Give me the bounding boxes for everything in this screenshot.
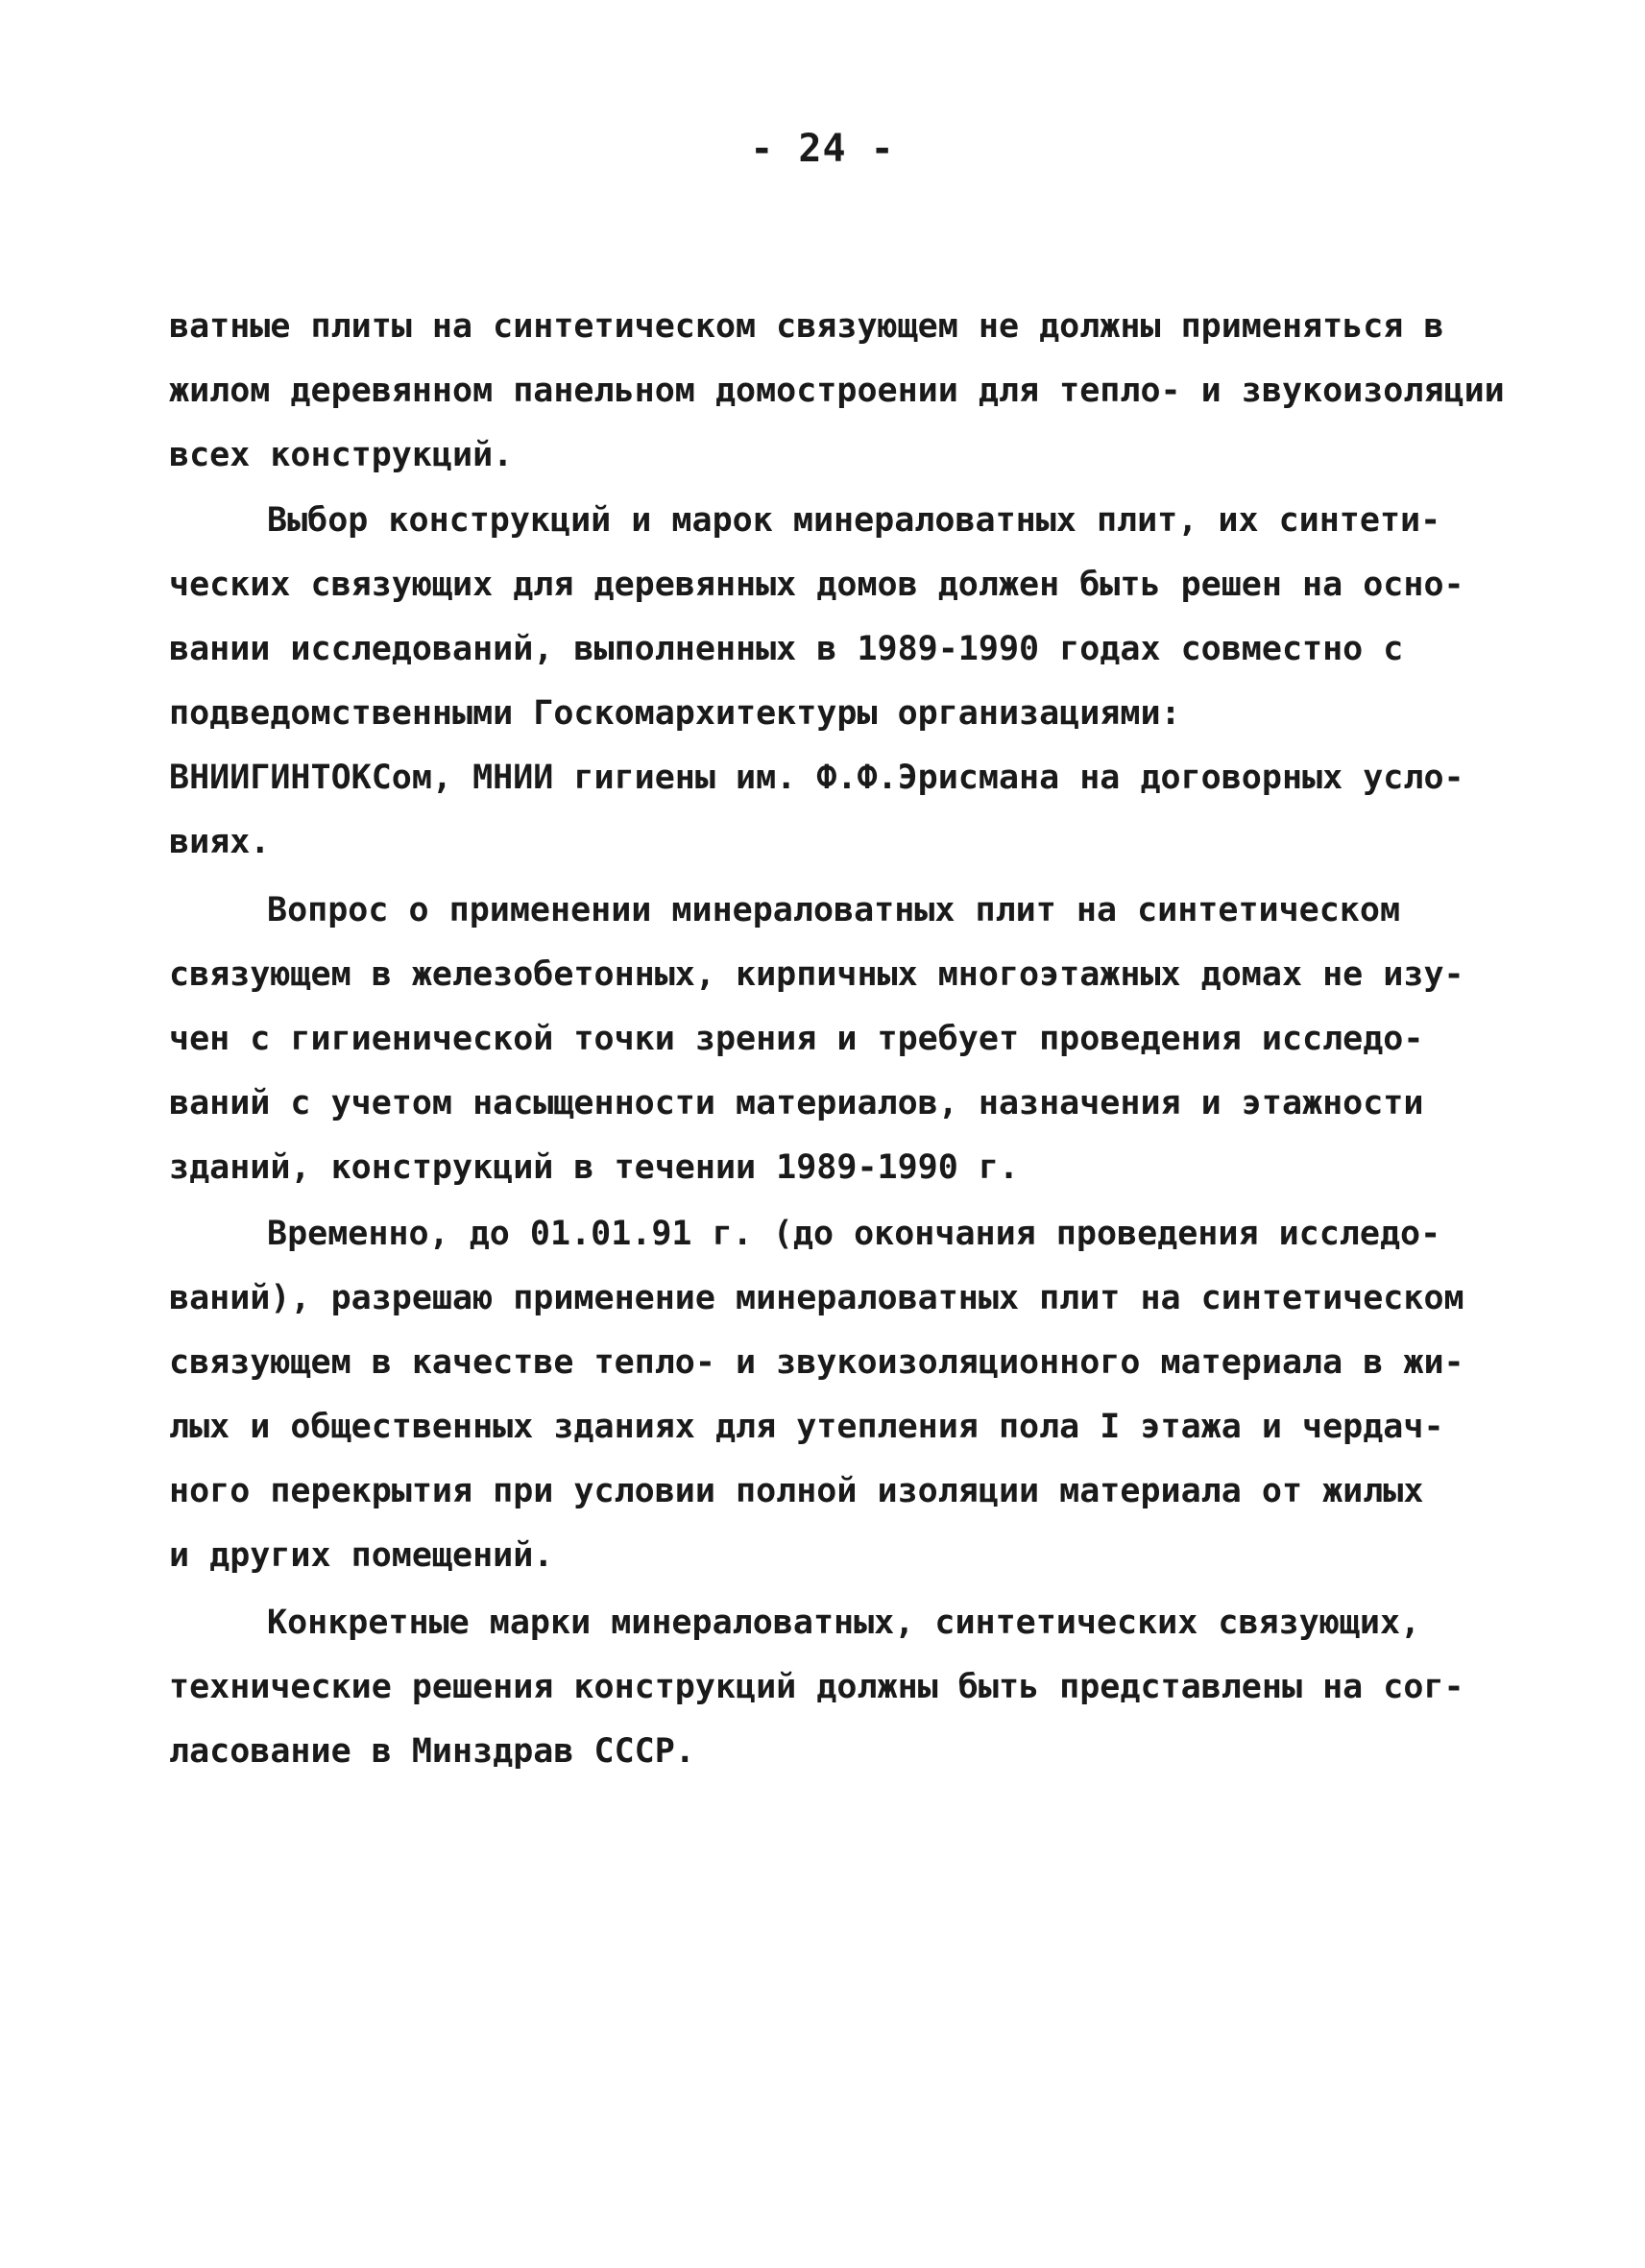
text-line: ного перекрытия при условии полной изоляции материала от жилых xyxy=(169,1472,1424,1510)
text-line: технические решения конструкций должны быть представлены на сог- xyxy=(169,1668,1464,1706)
text-line: зданий, конструкций в течении 1989-1990 г. xyxy=(169,1148,1020,1187)
text-line: ваний с учетом насыщенности материалов, назначения и этажности xyxy=(169,1084,1424,1122)
text-line: связующем в качестве тепло- и звукоизоляционного материала в жи- xyxy=(169,1343,1464,1382)
page-number: - 24 - xyxy=(750,127,895,171)
text-line: Временно, до 01.01.91 г. (до окончания проведения исследо- xyxy=(267,1215,1441,1253)
text-line: ватные плиты на синтетическом связующем не должны применяться в xyxy=(169,307,1444,346)
text-line: подведомственными Госкомархитектуры организациями: xyxy=(169,694,1181,733)
text-line: жилом деревянном панельном домостроении для тепло- и звукоизоляции xyxy=(169,372,1505,410)
text-line: виях. xyxy=(169,823,271,861)
text-line: ласование в Минздрав СССР. xyxy=(169,1732,695,1771)
text-line: вании исследований, выполненных в 1989-1990 годах совместно с xyxy=(169,630,1404,668)
text-line: и других помещений. xyxy=(169,1536,554,1575)
text-line: всех конструкций. xyxy=(169,436,514,474)
text-line: ваний), разрешаю применение минераловатных плит на синтетическом xyxy=(169,1279,1464,1317)
text-line: связующем в железобетонных, кирпичных многоэтажных домах не изу- xyxy=(169,955,1464,994)
text-line: ВНИИГИНТОКСом, МНИИ гигиены им. Ф.Ф.Эрисмана на договорных усло- xyxy=(169,759,1464,797)
text-line: лых и общественных зданиях для утепления пола I этажа и чердач- xyxy=(169,1408,1444,1446)
text-line: Выбор конструкций и марок минераловатных плит, их синтети- xyxy=(267,501,1441,540)
text-line: Вопрос о применении минераловатных плит на синтетическом xyxy=(267,891,1401,929)
text-line: ческих связующих для деревянных домов должен быть решен на осно- xyxy=(169,566,1464,604)
text-line: чен с гигиенической точки зрения и требует проведения исследо- xyxy=(169,1020,1424,1058)
text-line: Конкретные марки минераловатных, синтетических связующих, xyxy=(267,1604,1421,1642)
